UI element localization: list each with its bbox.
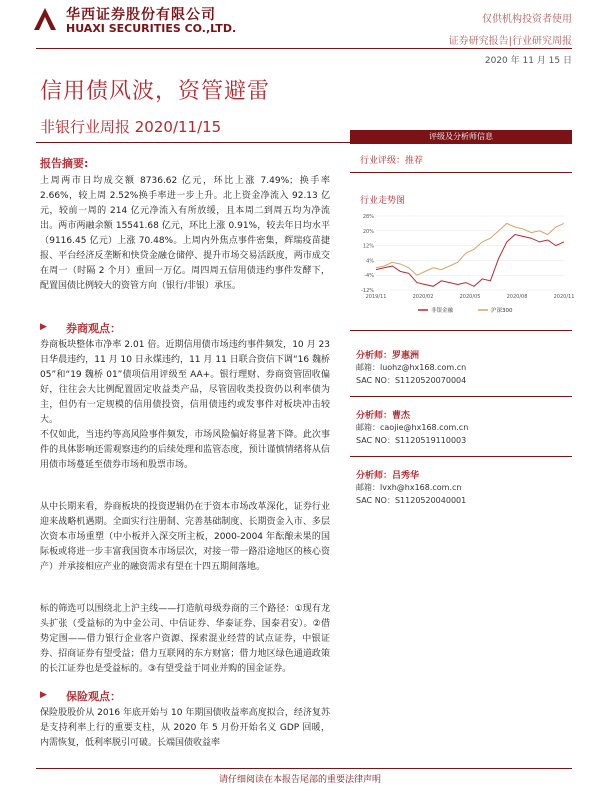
huaxi-logo-icon [32, 6, 58, 32]
report-type: 证券研究报告|行业研究周报 [448, 36, 572, 47]
broker-view-paragraph-3: 从中长期来看，券商板块的投资逻辑仍在于资本市场改革深化，证券行业迎来战略机遇期。全面实行注册制、完善基础制度、长期资金入市、多层次资本市场重塑（中小板并入深交所主板，2000-2004 年酝酿未果的国际板或将进一步丰富我国资本市场层次，对接一带一路沿途地区的核心资产）并承接相应产业的融资需求有望在十四五期间落地。 [40, 502, 330, 572]
y-tick-label: 28% [362, 214, 374, 220]
y-tick-label: 12% [362, 243, 374, 250]
y-tick-label: -4% [364, 273, 374, 280]
legend-label: 沪深300 [491, 308, 513, 314]
broker-view-heading: 券商观点： [66, 322, 121, 335]
analyst-email: 邮箱：caojie@hx168.com.cn [356, 423, 469, 432]
audience-tagline: 仅供机构投资者使用 [482, 14, 572, 25]
industry-rating: 行业评级：推荐 [360, 156, 424, 166]
summary-text: 上周两市日均成交额 8736.62 亿元，环比上涨 7.49%；换手率 2.66%，较上周 2.52%换手率进一步上升。北上资金净流入 92.13 亿元，较前一周的 214 亿元净流入有所放缓，且本周二到周五均为净流出。两市两融余额 15541.68 亿元，环比上涨 0.91%，较去年日均水平（9116.45 亿元）上涨 70.48%。上周内外焦点事件密集，辉瑞疫苗捷报、平台经济反垄断和快贷金融仓储停、提升市场交易活跃度，两市成交在周一（时隔 2 个月）重回一万亿。周四周五信用债违约事件发酵下，配置国债比例较大的资管方向（银行/非银）承压。 [40, 176, 330, 291]
series-line-2 [376, 223, 564, 275]
sidebar-divider [350, 172, 572, 173]
summary-heading: 报告摘要: [40, 157, 89, 170]
x-tick-label: 2020/11 [553, 294, 575, 300]
x-tick-label: 2020/08 [506, 294, 528, 300]
x-tick-label: 2020/02 [412, 294, 434, 300]
header-divider [36, 48, 572, 49]
analyst-name: 分析师：吕秀华 [356, 471, 420, 481]
report-subtitle: 非银行业周报 2020/11/15 [40, 118, 222, 136]
analyst-email: 邮箱：luohz@hx168.com.cn [356, 363, 467, 372]
industry-trend-chart [354, 210, 575, 320]
broker-view-paragraph-4: 标的筛选可以围绕北上沪主线——打造航母级券商的三个路径：①现有龙头扩张（受益标的为中金公司、中信证券、华泰证券、国泰君安）。②借势定围——借力银行企业客户资源、探索混业经营的试点证券，中银证券、招商证券有望受益；借力互联网的东方财富；借力地区绿色通道政策的长江证券也是受益标的。③有望受益于同业并购的国金证券。 [40, 604, 330, 674]
analyst-name: 分析师：曹杰 [356, 411, 411, 421]
analyst-email: 邮箱：lvxh@hx168.com.cn [356, 483, 462, 492]
legend-label: 非银金融 [431, 308, 454, 314]
report-date: 2020 年 11 月 15 日 [484, 56, 572, 66]
trend-chart-title: 行业走势图 [360, 196, 406, 206]
x-tick-label: 2019/11 [365, 294, 387, 300]
y-tick-label: -12% [361, 288, 374, 294]
y-tick-label: 4% [366, 258, 374, 265]
legal-notice: 请仔细阅读在本报告尾部的重要法律声明 [218, 775, 381, 785]
broker-view-paragraph-1: 券商板块整体市净率 2.01 倍。近期信用债市场违约事件频发，10 月 23 日华晨违约，11 月 10 日永煤违约，11 月 11 日联合资信下调“16 魏桥 05”和“19 魏桥 01”债项信用评级至 AA+。银行理财、券商资管固收偏好，往往会大比例配置固定收益类产品，尽管固收类投资仍以利率债为主，但仍有一定规模的信用债投资，信用债违约或发事件对板块冲击较大。 [40, 340, 330, 425]
sidebar-heading: 评级及分析师信息 [350, 130, 572, 144]
sidebar-divider [350, 456, 572, 457]
analyst-sac-number: SAC NO：S1120519110003 [356, 436, 467, 445]
section-marker-icon: ▶ [40, 690, 47, 700]
page-header [0, 0, 600, 72]
sidebar-divider [350, 396, 572, 397]
company-name-en: HUAXI SECURITIES CO.,LTD. [66, 22, 237, 35]
analyst-sac-number: SAC NO：S1120520040001 [356, 496, 467, 505]
broker-view-paragraph-2: 不仅如此，当违约等高风险事件频发，市场风险偏好将显著下降。此次事件的具体影响还需观察违约的后续处理和监管态度，预计谨慎情绪将从信用债市场蔓延至债券市场和股票市场。 [40, 430, 330, 470]
report-title: 信用债风波，资管避雷 [40, 79, 271, 104]
insurance-view-heading: 保险观点： [66, 690, 121, 703]
company-name-cn: 华西证券股份有限公司 [66, 7, 216, 23]
insurance-view-paragraph-1: 保险股股价从 2016 年底开始与 10 年期国债收益率高度拟合，经济复苏是支持利率上行的重要支柱，从 2020 年 5 月份开始名义 GDP 回暖，内需恢复，低利率脱引可破。长端国债收益率 [40, 708, 330, 748]
analyst-name: 分析师：罗惠洲 [356, 351, 420, 361]
section-marker-icon: ▶ [40, 322, 47, 332]
y-tick-label: 20% [362, 228, 374, 235]
footer-divider [36, 768, 572, 769]
analyst-sac-number: SAC NO：S1120520070004 [356, 376, 467, 385]
sidebar-divider [350, 330, 572, 331]
x-tick-label: 2020/05 [459, 294, 481, 300]
